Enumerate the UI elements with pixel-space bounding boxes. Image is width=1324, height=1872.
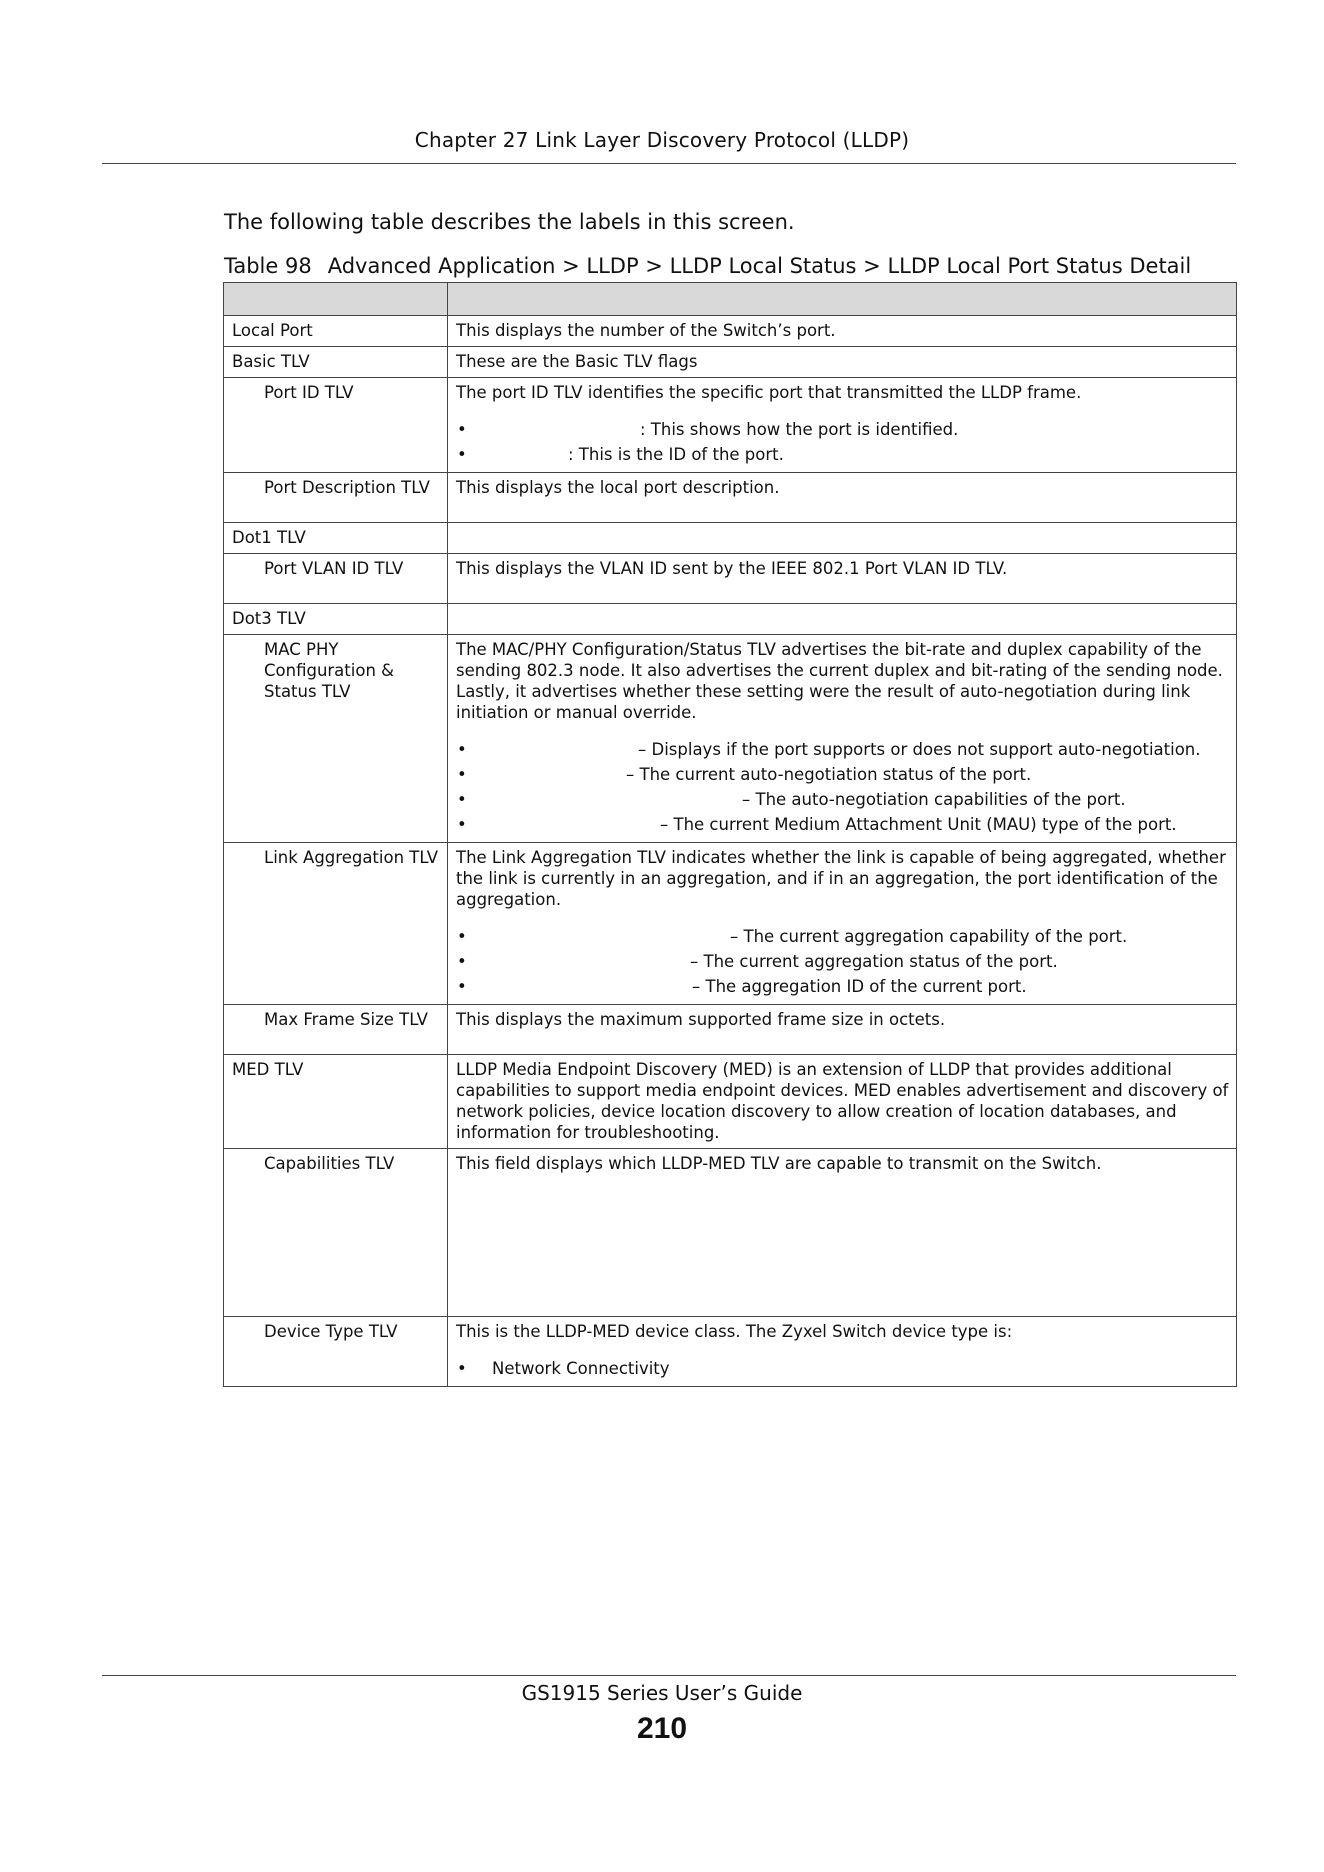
page-number: 210 <box>636 1712 688 1745</box>
row-description: This displays the number of the Switch’s port. <box>448 316 1237 347</box>
list-item: • – The auto-negotiation capabilities of the port. <box>456 787 1229 812</box>
list-item: • – The aggregation ID of the current port. <box>456 974 1229 999</box>
footer-guide-title: GS1915 Series User’s Guide <box>521 1681 803 1705</box>
row-label: Max Frame Size TLV <box>224 1005 448 1055</box>
table-caption <box>224 254 1191 278</box>
bullet-list <box>456 417 1229 467</box>
row-description: These are the Basic TLV flags <box>448 347 1237 378</box>
row-label: Capabilities TLV <box>224 1149 448 1317</box>
bullet-list <box>456 924 1229 999</box>
row-label: Port ID TLV <box>224 378 448 473</box>
table-row <box>224 554 1237 604</box>
list-item: • – The current aggregation status of the port. <box>456 949 1229 974</box>
bullet-list <box>456 1356 1229 1381</box>
table-row <box>224 378 1237 473</box>
row-label: Local Port <box>224 316 448 347</box>
table-caption-title: Advanced Application > LLDP > LLDP Local Status > LLDP Local Port Status Detail <box>327 254 1192 278</box>
table-header-description <box>448 283 1237 316</box>
row-description: The port ID TLV identifies the specific port that transmitted the LLDP frame. • : This shows how the port is identified. • : This is the ID of the port. <box>448 378 1237 473</box>
row-label: Basic TLV <box>224 347 448 378</box>
row-description: This displays the maximum supported frame size in octets. <box>448 1005 1237 1055</box>
list-item: • : This shows how the port is identified. <box>456 417 1229 442</box>
row-label: MAC PHY Configuration & Status TLV <box>224 635 448 843</box>
chapter-header: Chapter 27 Link Layer Discovery Protocol (LLDP) <box>414 128 910 152</box>
table-header-label <box>224 283 448 316</box>
row-description: This field displays which LLDP-MED TLV are capable to transmit on the Switch. <box>448 1149 1237 1317</box>
table-row <box>224 843 1237 1005</box>
row-label: Port VLAN ID TLV <box>224 554 448 604</box>
table-caption-number: Table 98 <box>224 254 312 278</box>
list-item: • – The current aggregation capability of the port. <box>456 924 1229 949</box>
row-label: MED TLV <box>224 1055 448 1149</box>
list-item: • : This is the ID of the port. <box>456 442 1229 467</box>
row-description: The MAC/PHY Configuration/Status TLV advertises the bit-rate and duplex capability of the sending 802.3 node. It also advertises the current duplex and bit-rating of the sending node. Lastly, it advertises whether these setting were the result of auto-negotiation during link initiation or manual override. • – Displays if the port supports or does not support auto-negotiation. • – The current auto-negotiation status of the port. • – The auto-negotiation capabilities of the port. • – The current Medium Attachment Unit (MAU) type of the port. <box>448 635 1237 843</box>
list-item: • – The current Medium Attachment Unit (MAU) type of the port. <box>456 812 1229 837</box>
row-description: This is the LLDP-MED device class. The Zyxel Switch device type is: • Network Connectivity <box>448 1317 1237 1387</box>
header-divider <box>102 163 1236 164</box>
table-row <box>224 1055 1237 1149</box>
table-row <box>224 347 1237 378</box>
row-description: This displays the VLAN ID sent by the IEEE 802.1 Port VLAN ID TLV. <box>448 554 1237 604</box>
table-row <box>224 316 1237 347</box>
row-description: This displays the local port description. <box>448 473 1237 523</box>
row-label: Dot1 TLV <box>224 523 448 554</box>
row-label: Link Aggregation TLV <box>224 843 448 1005</box>
row-label: Device Type TLV <box>224 1317 448 1387</box>
table-row <box>224 635 1237 843</box>
row-label: Port Description TLV <box>224 473 448 523</box>
row-description <box>448 523 1237 554</box>
list-item: • Network Connectivity <box>456 1356 1229 1381</box>
table-row <box>224 1149 1237 1317</box>
table-row <box>224 1005 1237 1055</box>
row-description: LLDP Media Endpoint Discovery (MED) is an extension of LLDP that provides additional capabilities to support media endpoint devices. MED enables advertisement and discovery of network policies, device location discovery to allow creation of location databases, and information for troubleshooting. <box>448 1055 1237 1149</box>
row-description <box>448 604 1237 635</box>
bullet-list <box>456 737 1229 837</box>
table-row <box>224 1317 1237 1387</box>
list-item: • – The current auto-negotiation status of the port. <box>456 762 1229 787</box>
intro-text: The following table describes the labels in this screen. <box>224 210 795 234</box>
list-item: • – Displays if the port supports or does not support auto-negotiation. <box>456 737 1229 762</box>
row-label: Dot3 TLV <box>224 604 448 635</box>
row-description: The Link Aggregation TLV indicates whether the link is capable of being aggregated, whether the link is currently in an aggregation, and if in an aggregation, the port identification of the aggregation. • – The current aggregation capability of the port. • – The current aggregation status of the port. • – The aggregation ID of the current port. <box>448 843 1237 1005</box>
table-row <box>224 473 1237 523</box>
table-header-row <box>224 283 1237 316</box>
footer-divider <box>102 1675 1236 1676</box>
label-description-table <box>223 282 1237 1387</box>
table-row <box>224 604 1237 635</box>
table-row <box>224 523 1237 554</box>
